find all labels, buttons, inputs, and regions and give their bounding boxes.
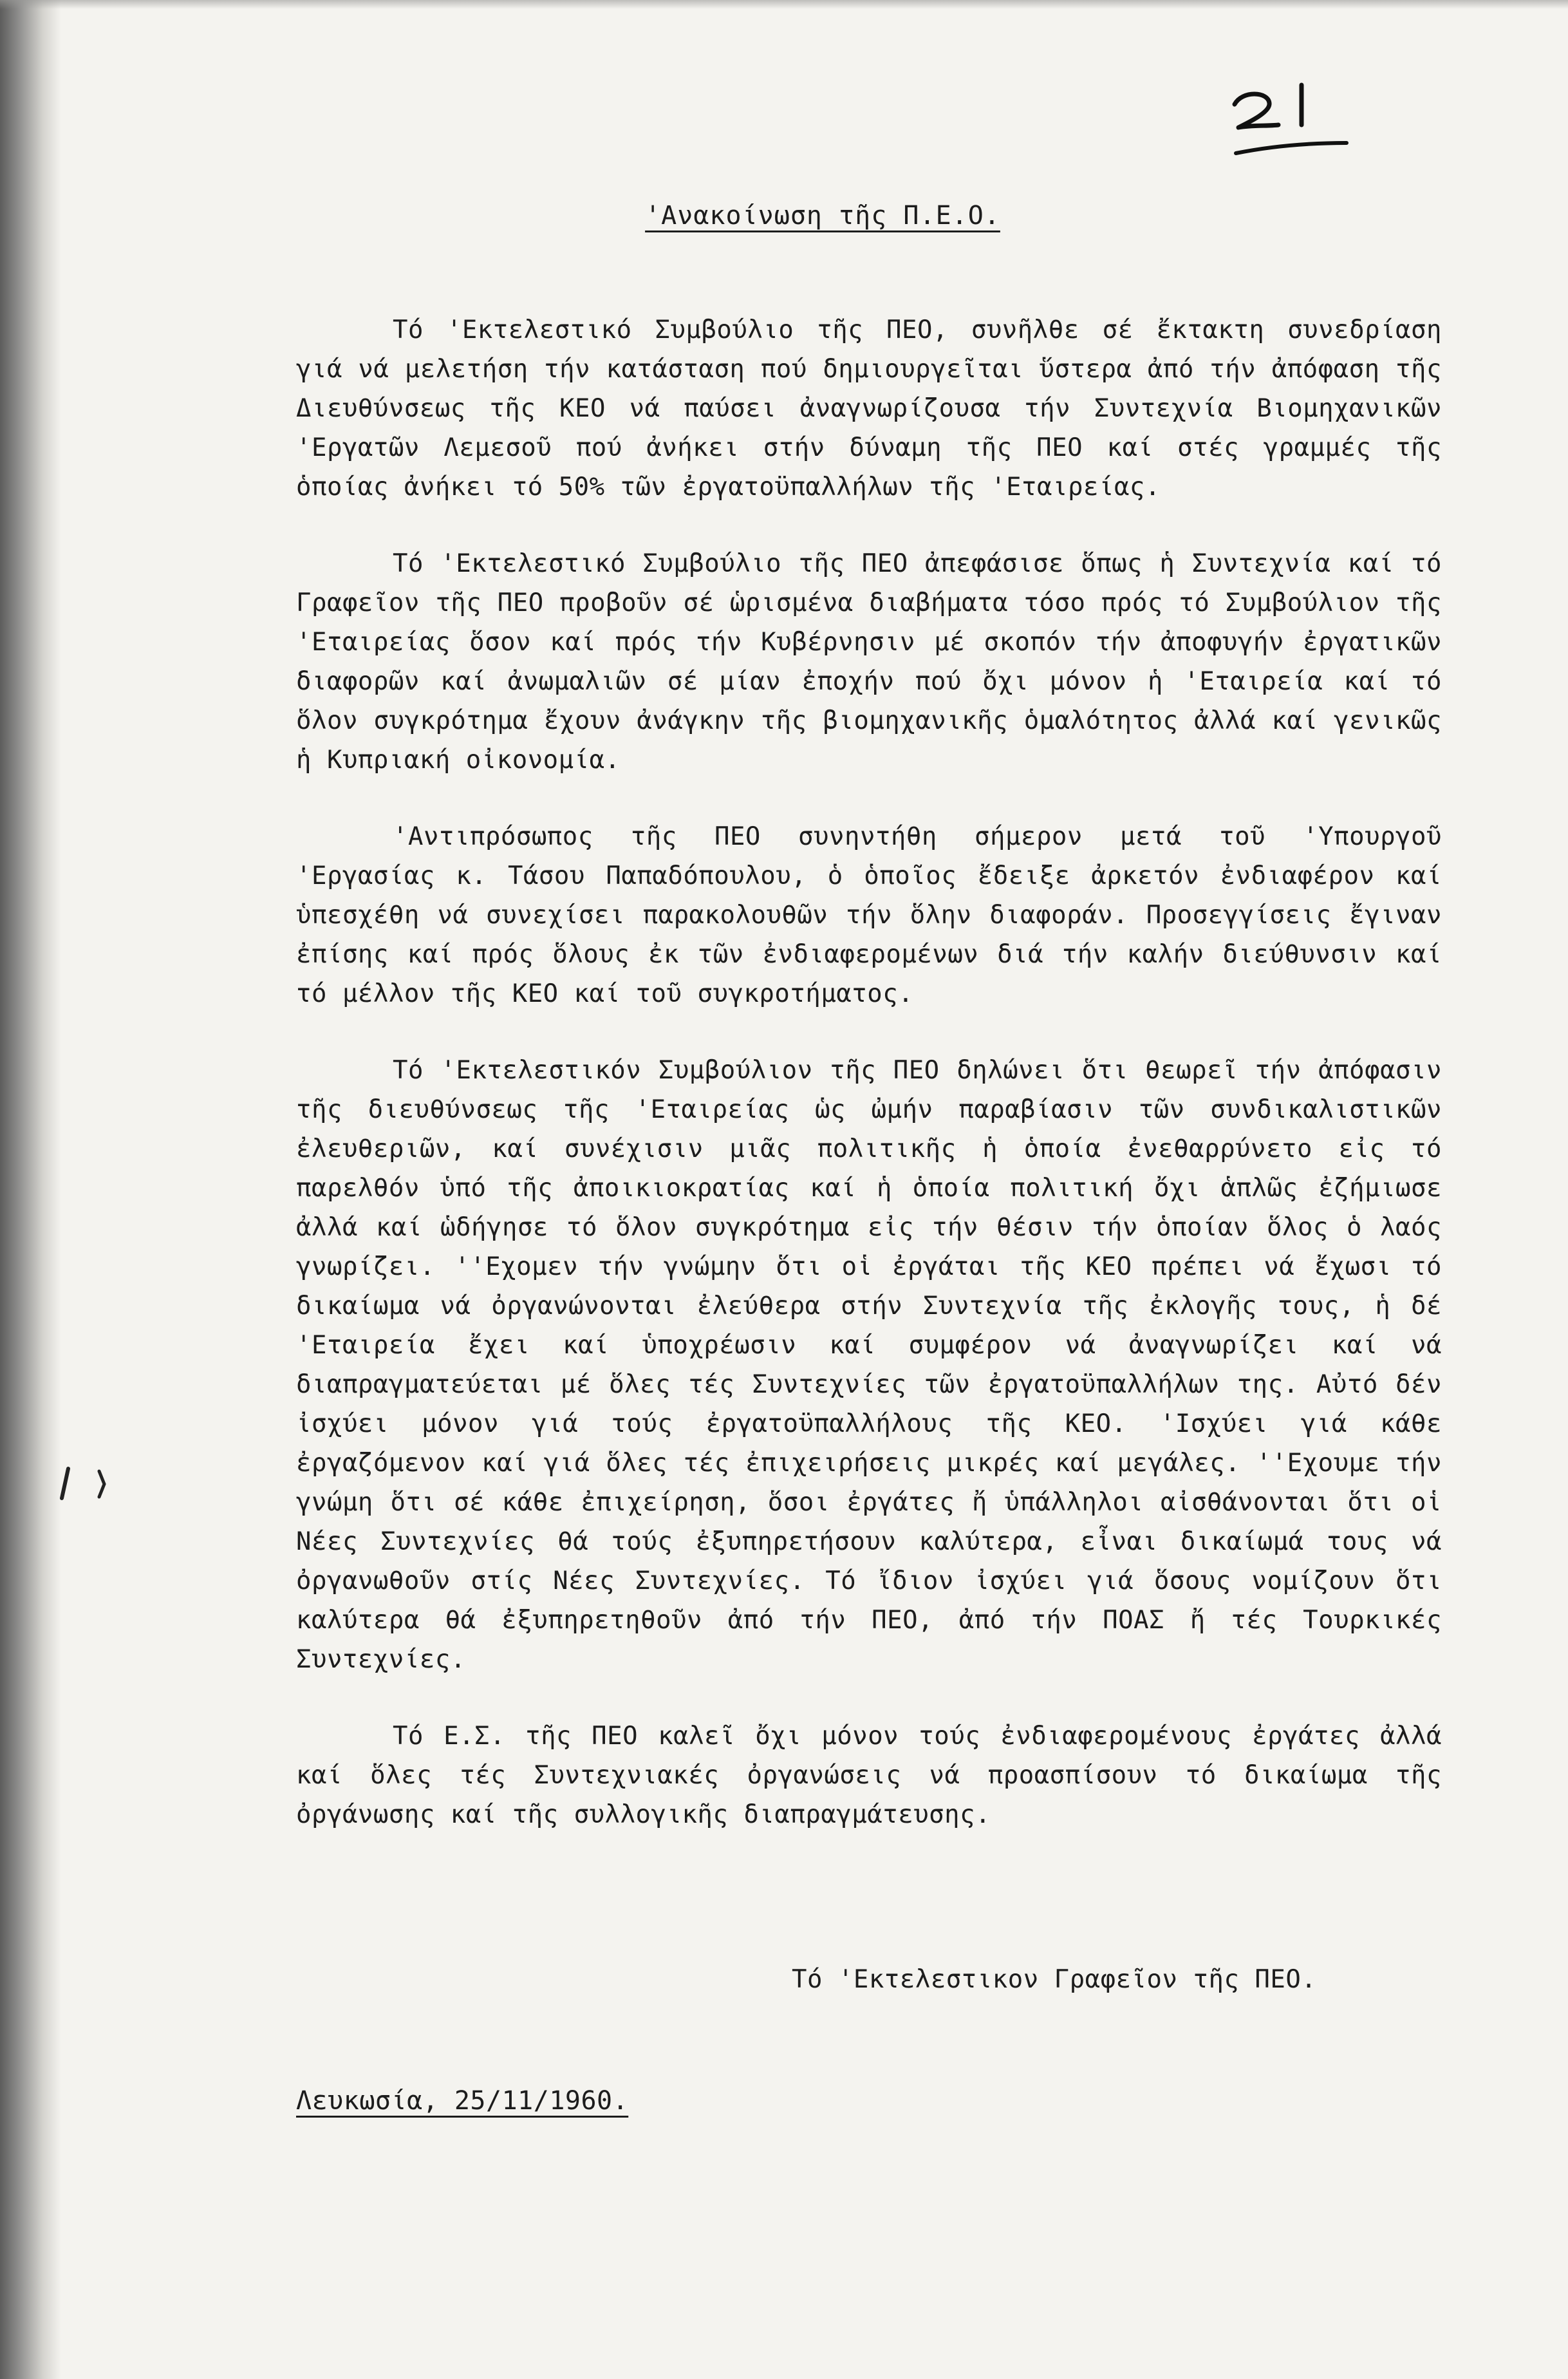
announcement-title-row (0, 201, 1568, 230)
paragraph-5: Τό Ε.Σ. τῆς ΠΕΟ καλεῖ ὄχι μόνον τούς ἐνδιαφερομένους ἐργάτες ἀλλά καί ὅλες τές Συντεχνιακές ὀργανώσεις νά προασπίσουν τό δικαίωμα τῆς ὀργάνωσης καί τῆς συλλογικῆς διαπραγμάτευσης. (296, 1722, 1442, 1829)
paragraph-2: Τό 'Εκτελεστικό Συμβούλιο τῆς ΠΕΟ ἀπεφάσισε ὅπως ἡ Συντεχνία καί τό Γραφεῖον τῆς ΠΕΟ προβοῦν σέ ὡρισμένα διαβήματα τόσο πρός τό Συμβούλιον τῆς 'Εταιρείας ὅσον καί πρός τήν Κυβέρνησιν μέ σκοπόν τήν ἀποφυγήν ἐργατικῶν διαφορῶν καί ἀνωμαλιῶν σέ μίαν ἐποχήν πού ὄχι μόνον ἡ 'Εταιρεία καί τό ὅλον συγκρότημα ἔχουν ἀνάγκην τῆς βιομηχανικῆς ὁμαλότητος ἀλλά καί γενικῶς ἡ Κυπριακή οἰκονομία. (296, 549, 1442, 775)
paragraph-3: 'Αντιπρόσωπος τῆς ΠΕΟ συνηντήθη σήμερον μετά τοῦ 'Υπουργοῦ 'Εργασίας κ. Τάσου Παπαδόπουλου, ὁ ὁποῖος ἔδειξε ἀρκετόν ἐνδιαφέρον καί ὑπεσχέθη νά συνεχίσει παρακολουθῶν τήν ὅλην διαφοράν. Προσεγγίσεις ἔγιναν ἐπίσης καί πρός ὅλους ἐκ τῶν ἐνδιαφερομένων διά τήν καλήν διεύθυνσιν καί τό μέλλον τῆς ΚΕΟ καί τοῦ συγκροτήματος. (296, 822, 1442, 1008)
announcement-body (296, 310, 1442, 1872)
handwritten-page-number-drawing (1223, 71, 1352, 161)
scan-edge-shadow (0, 0, 61, 2379)
margin-punch-mark (53, 1465, 111, 1503)
handwritten-page-number (1223, 71, 1352, 161)
paragraph-4: Τό 'Εκτελεστικόν Συμβούλιον τῆς ΠΕΟ δηλώνει ὅτι θεωρεῖ τήν ἀπόφασιν τῆς διευθύνσεως τῆς 'Εταιρείας ὡς ὠμήν παραβίασιν τῶν συνδικαλιστικῶν ἐλευθεριῶν, καί συνέχισιν μιᾶς πολιτικῆς ἡ ὁποία ἐνεθαρρύνετο εἰς τό παρελθόν ὑπό τῆς ἀποικιοκρατίας καί ἡ ὁποία πολιτική ὄχι ἁπλῶς ἐζήμιωσε ἀλλά καί ὡδήγησε τό ὅλον συγκρότημα εἰς τήν θέσιν τήν ὁποίαν ὅλος ὁ λαός γνωρίζει. ''Εχομεν τήν γνώμην ὅτι οἱ ἐργάται τῆς ΚΕΟ πρέπει νά ἔχωσι τό δικαίωμα νά ὀργανώνονται ἐλεύθερα στήν Συντεχνία τῆς ἐκλογῆς τους, ἡ δέ 'Εταιρεία ἔχει καί ὑποχρέωσιν καί συμφέρον νά ἀναγνωρίζει καί νά διαπραγματεύεται μέ ὅλες τές Συντεχνίες τῶν ἐργατοϋπαλλήλων της. Αὐτό δέν ἰσχύει μόνον γιά τούς ἐργατοϋπαλλήλους τῆς ΚΕΟ. 'Ισχύει γιά κάθε ἐργαζόμενον καί γιά ὅλες τές ἐπιχειρήσεις μικρές καί μεγάλες. ''Εχουμε τήν γνώμη ὅτι σέ κάθε ἐπιχείρηση, ὅσοι ἐργάτες ἤ ὑπάλληλοι αἰσθάνονται ὅτι οἱ Νέες Συντεχνίες θά τούς ἐξυπηρετήσουν καλύτερα, εἶναι δικαίωμά τους νά ὀργανωθοῦν στίς Νέες Συντεχνίες. Τό ἴδιον ἰσχύει γιά ὅσους νομίζουν ὅτι καλύτερα θά ἐξυπηρετηθοῦν ἀπό τήν ΠΕΟ, ἀπό τήν ΠΟΑΣ ἤ τές Τουρκικές Συντεχνίες. (296, 1056, 1442, 1674)
signature-line: Τό 'Εκτελεστικον Γραφεῖον τῆς ΠΕΟ. (792, 1965, 1317, 1994)
announcement-title: 'Ανακοίνωση τῆς Π.Ε.Ο. (645, 201, 1000, 230)
paragraph-1: Τό 'Εκτελεστικό Συμβούλιο τῆς ΠΕΟ, συνῆλθε σέ ἔκτακτη συνεδρίαση γιά νά μελετήση τήν κατάσταση πού δημιουργεῖται ὕστερα ἀπό τήν ἀπόφαση τῆς Διευθύνσεως τῆς ΚΕΟ νά παύσει ἀναγνωρίζουσα τήν Συντεχνία Βιομηχανικῶν 'Εργατῶν Λεμεσοῦ πού ἀνήκει στήν δύναμη τῆς ΠΕΟ καί στές γραμμές τῆς ὁποίας ἀνήκει τό 50% τῶν ἐργατοϋπαλλήλων τῆς 'Εταιρείας. (296, 315, 1442, 502)
margin-punch-mark-drawing (53, 1465, 111, 1503)
place-and-date: Λευκωσία, 25/11/1960. (296, 2086, 629, 2116)
scan-top-shadow (0, 0, 1568, 9)
